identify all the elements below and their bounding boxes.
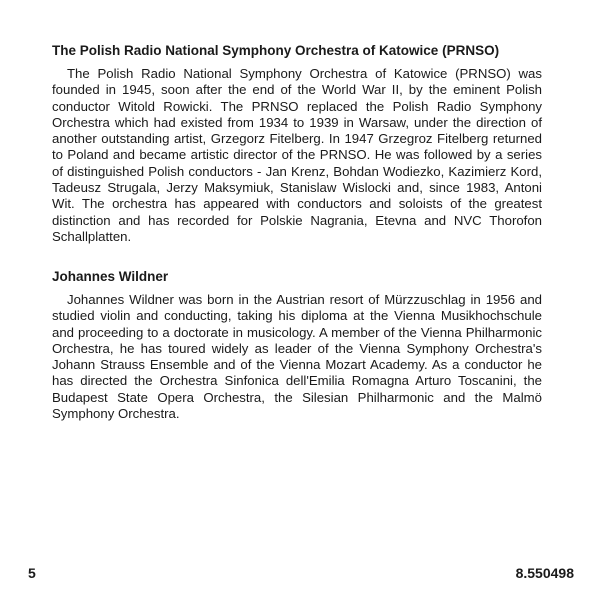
conductor-biography: Johannes Wildner was born in the Austrian resort of Mürzzuschlag in 1956 and studied violin and conducting, taking his diploma at the Vienna Musikhochschule and proceeding to a doctorate in musicology. A member of the Vienna Philharmonic Orchestra, he has toured widely as leader of the Vienna Symphony Orchestra's Johann Strauss Ensemble and of the Vienna Mozart Academy. As a conductor he has directed the Orchestra Sinfonica dell'Emilia Romagna Arturo Toscanini, the Budapest State Opera Orchestra, the Silesian Philharmonic and the Malmö Symphony Orchestra. xyxy=(52,292,542,422)
orchestra-section xyxy=(52,42,542,245)
page-number: 5 xyxy=(28,565,36,581)
orchestra-biography: The Polish Radio National Symphony Orchestra of Katowice (PRNSO) was founded in 1945, soon after the end of the World War II, by the eminent Polish conductor Witold Rowicki. The PRNSO replaced the Polish Radio Symphony Orchestra which had existed from 1934 to 1939 in Warsaw, under the direction of another outstanding artist, Grzegorz Fitelberg. In 1947 Grzegroz Fitelberg returned to Poland and became artistic director of the PRNSO. He was followed by a series of distinguished Polish conductors - Jan Krenz, Bohdan Wodiezko, Kazimierz Kord, Tadeusz Strugala, Jerzy Maksymiuk, Stanislaw Wislocki and, since 1983, Antoni Wit. The orchestra has appeared with conductors and soloists of the greatest distinction and has recorded for Polskie Nagrania, Etevna and NVC Thorofon Schallplatten. xyxy=(52,66,542,244)
conductor-heading: Johannes Wildner xyxy=(52,269,169,284)
orchestra-heading: The Polish Radio National Symphony Orchestra of Katowice (PRNSO) xyxy=(52,43,500,58)
catalog-number: 8.550498 xyxy=(515,565,574,581)
conductor-section xyxy=(52,268,542,422)
